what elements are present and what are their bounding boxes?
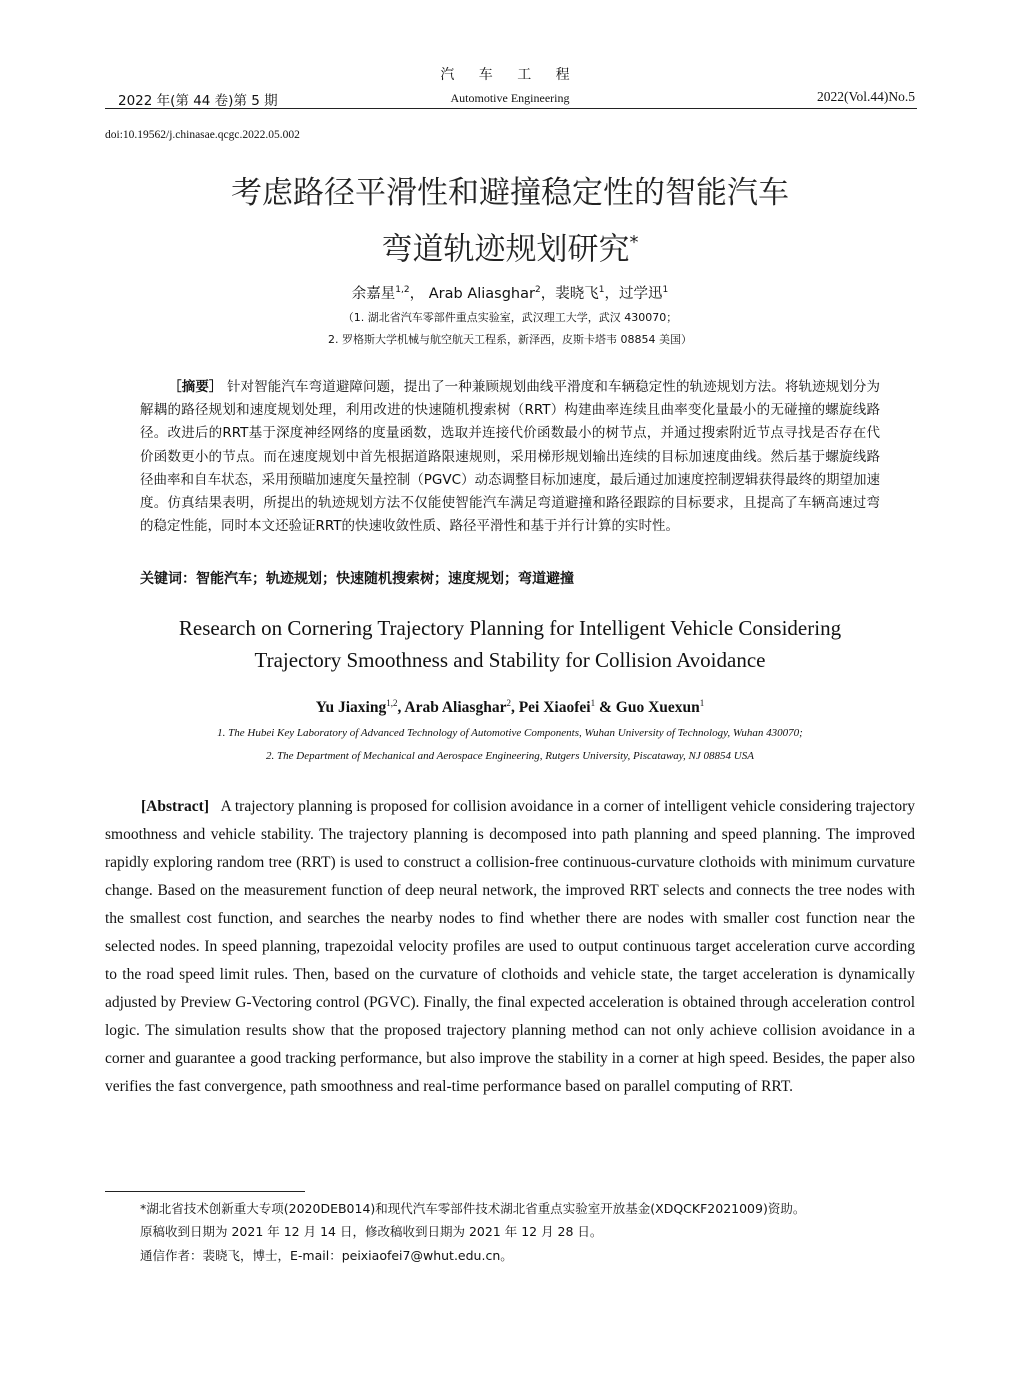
abstract-cn-text: 针对智能汽车弯道避障问题，提出了一种兼顾规划曲线平滑度和车辆稳定性的轨迹规划方法。将轨迹规划分为解耦的路径规划和速度规划处理，利用改进的快速随机搜索树（RRT）构建曲率连续且曲率变化量最小的无碰撞的螺旋线路径。改进后的RRT基于深度神经网络的度量函数，选取并连接代价函数最小的树节点，并通过搜索附近节点寻找是否存在代价函数更小的节点。而在速度规划中首先根据道路限速规则，采用梯形规划输出连续的目标加速度曲线。然后基于螺旋线路径曲率和自车状态，采用预瞄加速度矢量控制（PGVC）动态调整目标加速度，最后通过加速度控制逻辑获得最终的期望加速度。仿真结果表明，所提出的轨迹规划方法不仅能使智能汽车满足弯道避撞和路径跟踪的目标要求，且提高了车辆高速过弯的稳定性能，同时本文还验证RRT的快速收敛性质、路径平滑性和基于并行计算的实时性。 (140, 379, 881, 535)
keywords-cn-label: 关键词： (140, 571, 196, 587)
author-affiliation-mark: 1 (662, 285, 669, 296)
issue-info-cn: 2022 年(第 44 卷)第 5 期 (118, 93, 278, 109)
author-name: 裴晓飞 (555, 286, 599, 302)
affiliation-en-1: 1. The Hubei Key Laboratory of Advanced Technology of Automotive Components, Wuhan University of Technology, Wuhan 430070; (217, 727, 803, 739)
author-separator: , (397, 699, 405, 717)
footnote-funding: *湖北省技术创新重大专项(2020DEB014)和现代汽车零部件技术湖北省重点实验室开放基金(XDQCKF2021009)资助。 (140, 1201, 806, 1216)
author-separator: , (510, 699, 519, 717)
author-separator: ， (604, 286, 619, 302)
author-affiliation-mark: 1 (598, 285, 605, 296)
keywords-cn (140, 568, 900, 588)
paper-title-cn-line2-text: 弯道轨迹规划研究 (381, 231, 630, 268)
author-affiliation-mark: 1,2 (395, 285, 410, 296)
author-separator: ， (409, 286, 425, 302)
issue-info-en: 2022(Vol.44)No.5 (816, 89, 915, 104)
author-name: Arab Aliasghar (404, 699, 507, 717)
journal-name-en: Automotive Engineering (450, 91, 570, 105)
footnote-divider (105, 1191, 305, 1192)
paper-title-en-line2: Trajectory Smoothness and Stability for Collision Avoidance (254, 648, 766, 672)
abstract-cn-label: ［摘要］ (168, 379, 223, 395)
author-separator: ， (540, 286, 556, 302)
funding-footnote-mark: * (629, 232, 639, 253)
author-affiliation-mark: 1 (590, 698, 596, 708)
author-affiliation-mark: 2 (506, 698, 511, 708)
affiliation-cn-2: 2. 罗格斯大学机械与航空航天工程系，新泽西，皮斯卡塔韦 08854 美国） (328, 333, 692, 346)
abstract-en (105, 793, 915, 1101)
authors-en (0, 698, 1020, 717)
paper-title-cn (0, 168, 1020, 274)
author-name: Guo Xuexun (615, 699, 700, 717)
author-name: Arab Aliasghar (428, 286, 535, 302)
author-name: 余嘉星 (351, 286, 396, 302)
keywords-cn-text: 智能汽车；轨迹规划；快速随机搜索树；速度规划；弯道避撞 (196, 571, 574, 587)
header-divider (105, 108, 917, 109)
paper-title-en-line1: Research on Cornering Trajectory Planning for Intelligent Vehicle Considering (178, 616, 842, 640)
paper-title-cn-line2 (0, 218, 1020, 274)
abstract-en-text: A trajectory planning is proposed for collision avoidance in a corner of intelligent vehicle considering trajectory smoothness and vehicle stability. The trajectory planning is decomposed into path planning and speed planning. The improved rapidly exploring random tree (RRT) is used to construct a collision-free continuous-curvature clothoids with minimum curvature change. Based on the measurement function of deep neural network, the improved RRT selects and connects the tree nodes with the smallest cost function, and searches the nearby nodes to find whether there are nodes with smaller cost function near the selected nodes. In speed planning, trapezoidal velocity profiles are used to output continuous target acceleration curve according to the road speed limit rules. Then, based on the curvature of clothoids and vehicle state, the target acceleration is dynamically adjusted by Preview G-Vectoring control (PGVC). Finally, the final expected acceleration is obtained through acceleration control logic. The simulation results show that the proposed trajectory planning method can not only achieve collision avoidance in a corner and guarantee a good tracking performance, but also improve the stability in a corner at high speed. Besides, the paper also verifies the fast convergence, path smoothness and real-time performance based on parallel computing of RRT. (105, 798, 915, 1095)
paper-title-en (0, 612, 1020, 676)
author-name: 过学迅 (618, 286, 663, 302)
authors-cn (0, 282, 1020, 303)
author-affiliation-mark: 2 (534, 285, 541, 296)
doi-line[interactable]: doi:10.19562/j.chinasae.qcgc.2022.05.002 (105, 129, 300, 141)
footnote-corresponding-author: 通信作者：裴晓飞，博士，E-mail：peixiaofei7@whut.edu.cn。 (140, 1248, 513, 1263)
footnote-dates: 原稿收到日期为 2021 年 12 月 14 日，修改稿收到日期为 2021 年 12 月 28 日。 (140, 1224, 603, 1239)
author-affiliation-mark: 1,2 (386, 698, 398, 708)
author-affiliation-mark: 1 (699, 698, 705, 708)
affiliation-cn-1: （1. 湖北省汽车零部件重点实验室，武汉理工大学，武汉 430070； (342, 311, 678, 324)
journal-name-cn: 汽 车 工 程 (440, 67, 580, 83)
abstract-en-label: [Abstract] (141, 798, 210, 815)
paper-title-cn-line1: 考虑路径平滑性和避撞稳定性的智能汽车 (231, 175, 789, 211)
author-name: Yu Jiaxing (315, 699, 387, 717)
author-separator: & (595, 699, 616, 717)
author-name: Pei Xiaofei (518, 699, 591, 717)
affiliation-en-2: 2. The Department of Mechanical and Aerospace Engineering, Rutgers University, Piscataway, NJ 08854 USA (266, 750, 754, 762)
abstract-cn (140, 376, 880, 538)
